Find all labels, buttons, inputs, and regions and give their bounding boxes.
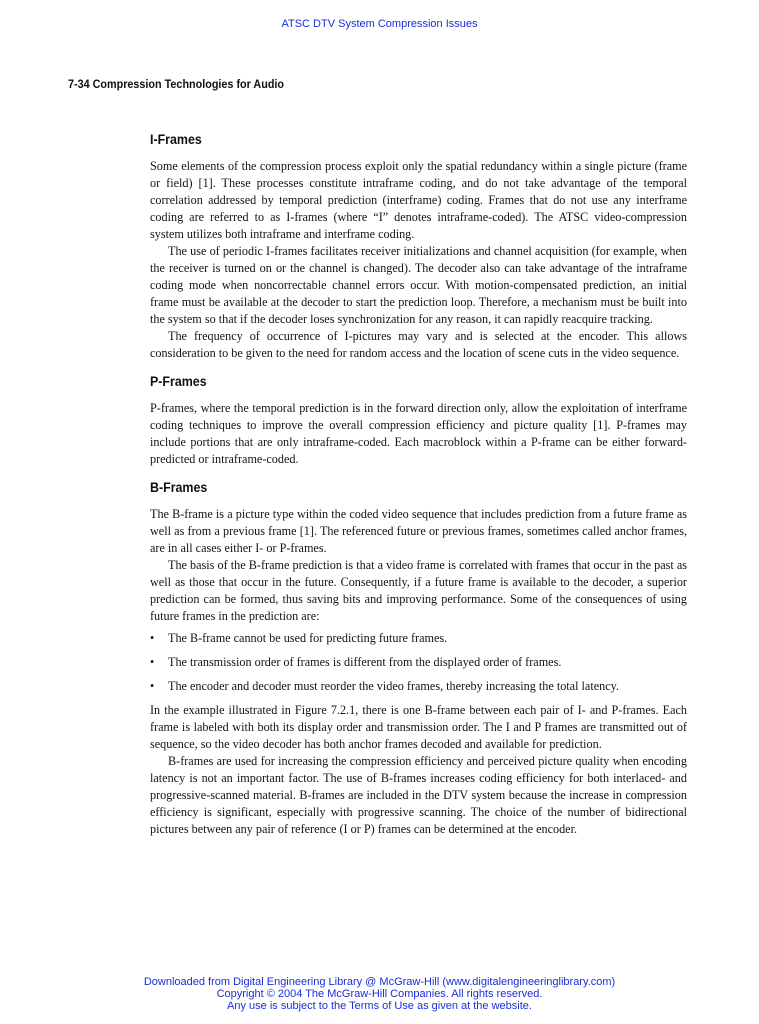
footer-terms-link[interactable]: Any use is subject to the Terms of Use as given at the website. xyxy=(227,1000,532,1012)
section-title-b-frames: B-Frames xyxy=(150,480,208,495)
section-title-p-frames: P-Frames xyxy=(150,374,207,389)
paragraph: P-frames, where the temporal prediction is in the forward direction only, allow the exploitation of interframe coding techniques to improve the overall compression efficiency and picture quality [1]. P-frames may include portions that are only intraframe-coded. Each macroblock within a P-frame can be either forward-predicted or intraframe-coded. xyxy=(150,401,687,466)
bullet-list xyxy=(150,630,687,695)
paragraph: B-frames are used for increasing the compression efficiency and perceived picture quality when encoding latency is not an important factor. The use of B-frames increases coding efficiency for both interlaced- and progressive-scanned material. B-frames are included in the DTV system because the increase in compression efficiency is significant, especially with progressive scanning. The choice of the number of bidirectional pictures between any pair of reference (I or P) frames can be determined at the encoder. xyxy=(150,754,687,836)
footer-copyright: Copyright © 2004 The McGraw-Hill Companies. All rights reserved. xyxy=(216,988,543,1000)
paragraph: The basis of the B-frame prediction is that a video frame is correlated with frames that occur in the past as well as those that occur in the future. Consequently, if a future frame is available to the decoder, a superior prediction can be formed, thus saving bits and improving performance. Some of the consequences of using future frames in the prediction are: xyxy=(150,558,687,623)
running-head: 7-34 Compression Technologies for Audio xyxy=(68,77,285,91)
paragraph: The B-frame is a picture type within the coded video sequence that includes prediction from a future frame as well as from a previous frame [1]. The referenced future or previous frames, sometimes called anchor frames, are in all cases either I- or P-frames. xyxy=(150,507,687,555)
list-item: • The encoder and decoder must reorder the video frames, thereby increasing the total latency. xyxy=(150,678,687,695)
section-title-i-frames: I-Frames xyxy=(150,132,202,147)
footer-download-link[interactable]: Downloaded from Digital Engineering Library @ McGraw-Hill (www.digitalengineeringlibrary.com) xyxy=(143,976,616,988)
section-i-frames xyxy=(150,131,687,362)
list-item: • The transmission order of frames is different from the displayed order of frames. xyxy=(150,654,687,671)
paragraph: Some elements of the compression process exploit only the spatial redundancy within a single picture (frame or field) [1]. These processes constitute intraframe coding, and do not take advantage of the temporal correlation addressed by temporal prediction (interframe) coding. Frames that do not use any interframe coding are referred to as I-frames (where “I” denotes intraframe-coded). The ATSC video-compression system utilizes both intraframe and interframe coding. xyxy=(150,159,687,241)
top-banner[interactable]: ATSC DTV System Compression Issues xyxy=(281,18,478,30)
section-p-frames xyxy=(150,373,687,468)
page-body xyxy=(150,126,687,849)
list-item: • The B-frame cannot be used for predicting future frames. xyxy=(150,630,687,647)
paragraph: The use of periodic I-frames facilitates receiver initializations and channel acquisition (for example, when the receiver is turned on or the channel is changed). The decoder also can take advantage of the intraframe coding mode when noncorrectable channel errors occur. With motion-compensated prediction, an initial frame must be available at the decoder to start the prediction loop. Therefore, a mechanism must be built into the system so that if the decoder loses synchronization for any reason, it can rapidly reacquire tracking. xyxy=(150,244,687,326)
section-b-frames xyxy=(150,479,687,838)
paragraph: In the example illustrated in Figure 7.2.1, there is one B-frame between each pair of I- and P-frames. Each frame is labeled with both its display order and transmission order. The I and P frames are transmitted out of sequence, so the video decoder has both anchor frames decoded and available for prediction. xyxy=(150,703,687,751)
footer-notice xyxy=(0,976,759,1012)
paragraph: The frequency of occurrence of I-pictures may vary and is selected at the encoder. This allows consideration to be given to the need for random access and the location of scene cuts in the video sequence. xyxy=(150,329,687,360)
